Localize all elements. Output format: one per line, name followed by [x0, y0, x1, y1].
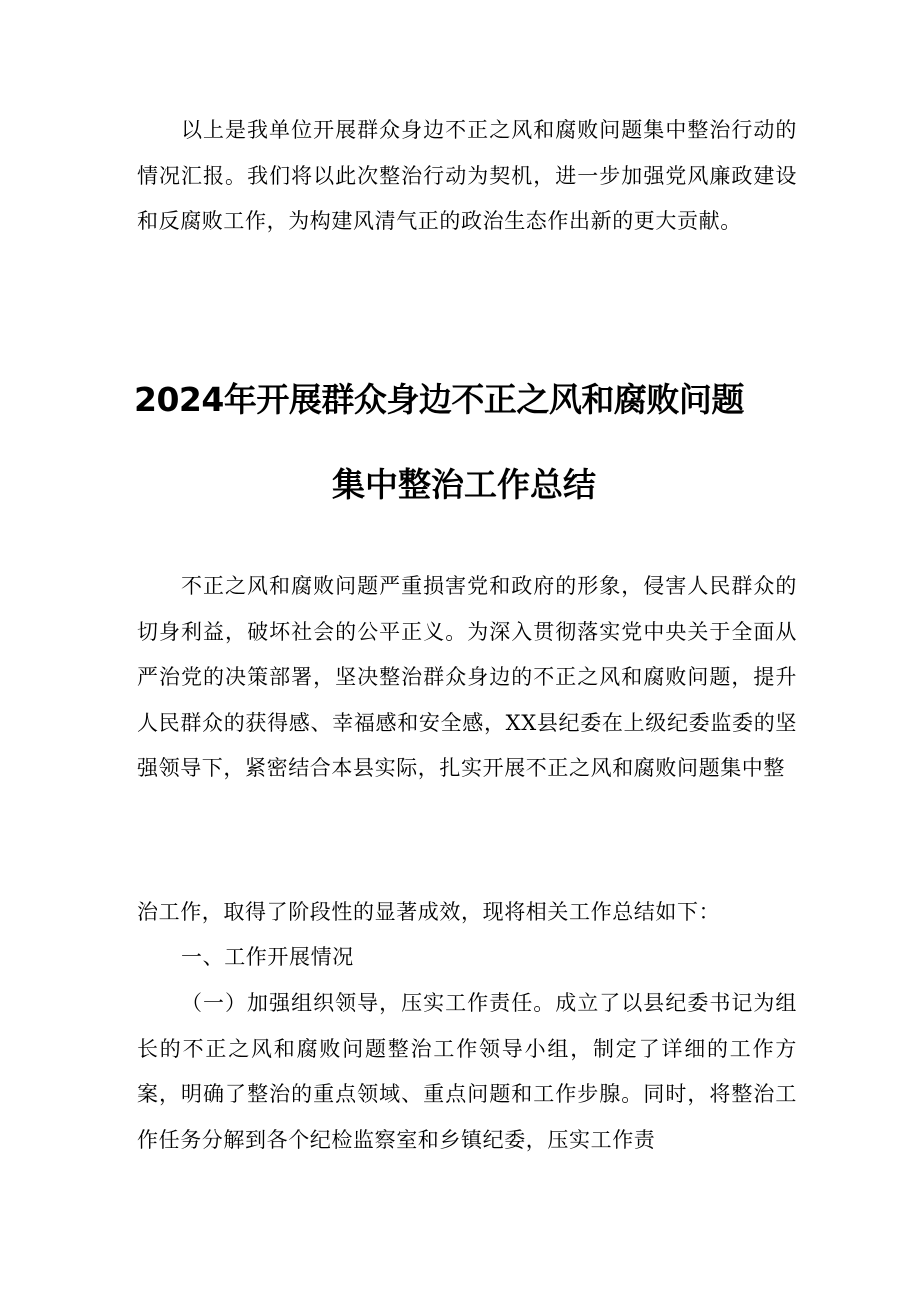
- document-title-line-1: 2024年开展群众身边不正之风和腐败问题: [134, 380, 744, 419]
- body-paragraph-2: 治工作，取得了阶段性的显著成效，现将相关工作总结如下：: [137, 900, 721, 924]
- body-paragraph-3: （一）加强组织领导，压实工作责任。成立了以县纪委书记为组长的不正之风和腐败问题整治工作领导小组，制定了详细的工作方案，明确了整治的重点领域、重点问题和工作步腺。同时，将整治工作任务分解到各个纪检监察室和乡镇纪委，压实工作责: [137, 991, 797, 1152]
- section-heading-1: 一、工作开展情况: [181, 945, 354, 969]
- intro-paragraph: 以上是我单位开展群众身边不正之风和腐败问题集中整治行动的情况汇报。我们将以此次整治行动为契机，进一步加强党风廉政建设和反腐败工作，为构建风清气正的政治生态作出新的更大贡献。: [137, 118, 797, 233]
- body-paragraph-1: 不正之风和腐败问题严重损害党和政府的形象，侵害人民群众的切身利益，破坏社会的公平正义。为深入贯彻落实党中央关于全面从严治党的决策部署，坚决整治群众身边的不正之风和腐败问题，提升人民群众的获得感、幸福感和安全感，XX县纪委在上级纪委监委的坚强领导下，紧密结合本县实际，扎实开展不正之风和腐败问题集中整: [137, 574, 797, 780]
- document-title-line-2: 集中整治工作总结: [332, 465, 596, 504]
